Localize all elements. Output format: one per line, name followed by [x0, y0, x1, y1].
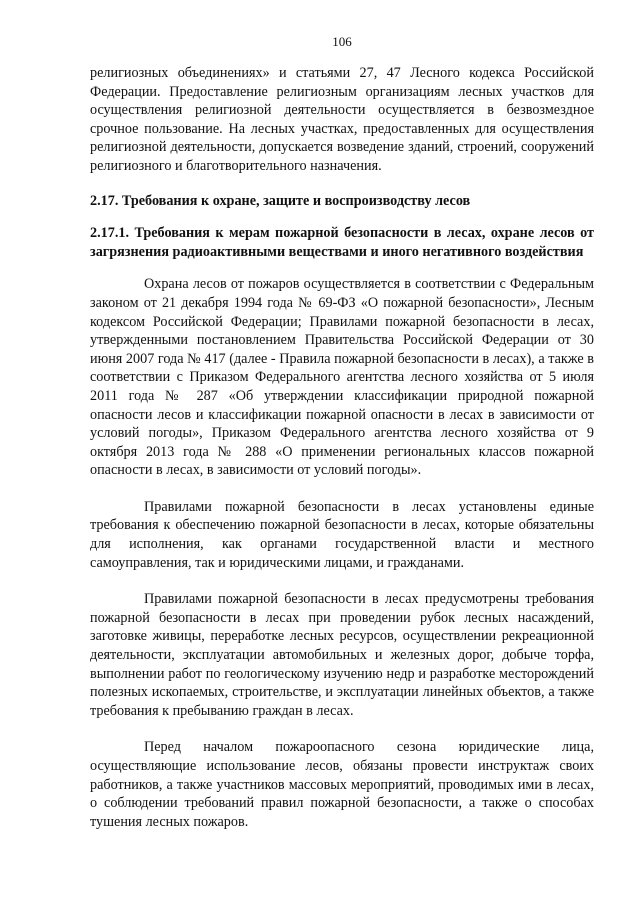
section-heading: 2.17. Требования к охране, защите и воспроизводству лесов	[90, 192, 471, 209]
intro-paragraph: религиозных объединениях» и статьями 27, 47 Лесного кодекса Российской Федерации. Предоставление религиозным организациям лесных участков для осуществления религиозной деятельности осуществляется в безвозмездное срочное пользование. На лесных участках, предоставленных для осуществления религиозной деятельности, допускается возведение зданий, строений, сооружений религиозного и благотворительного назначения.	[90, 65, 594, 174]
page-number: 106	[332, 34, 352, 49]
paragraph-uniform-requirements: Правилами пожарной безопасности в лесах установлены единые требования к обеспечению пожарной безопасности в лесах, которые обязательны для исполнения, как органами государственной власти и местного самоуправления, так и юридическими лицами, и гражданами.	[90, 498, 594, 571]
paragraph-activity-requirements: Правилами пожарной безопасности в лесах предусмотрены требования пожарной безопасности в лесах при проведении рубок лесных насаждений, заготовке живицы, переработке лесных ресурсов, осуществлении рекреационной деятельности, эксплуатации автомобильных и железных дорог, добыче торфа, выполнении работ по геологическому изучению недр и разработке месторождений полезных ископаемых, строительстве, и эксплуатации линейных объектов, а также требования к пребыванию граждан в лесах.	[90, 591, 594, 719]
subsection-heading: 2.17.1. Требования к мерам пожарной безопасности в лесах, охране лесов от загрязнения радиоактивными веществами и иного негативного воздействия	[90, 225, 594, 260]
paragraph-fire-protection-law: Охрана лесов от пожаров осуществляется в соответствии с Федеральным законом от 21 декабря 1994 года № 69-ФЗ «О пожарной безопасности», Лесным кодексом Российской Федерации; Правилами пожарной безопасности в лесах, утвержденными постановлением Правительства Российской Федерации от 30 июня 2007 года № 417 (далее - Правила пожарной безопасности в лесах), а также в соответствии с Приказом Федерального агентства лесного хозяйства от 5 июля 2011 года № 287 «Об утверждении классификации природной пожарной опасности лесов и классификации пожарной опасности в лесах в зависимости от условий погоды», Приказом Федерального агентства лесного хозяйства от 9 октября 2013 года № 288 «О применении региональных классов пожарной опасности в лесах, в зависимости от условий погоды».	[90, 276, 594, 479]
paragraph-fire-season-briefing: Перед началом пожароопасного сезона юридические лица, осуществляющие использование лесов, обязаны провести инструктаж своих работников, а также участников массовых мероприятий, проводимых ими в лесах, о соблюдении требований правил пожарной безопасности, а также о способах тушения лесных пожаров.	[90, 739, 594, 830]
